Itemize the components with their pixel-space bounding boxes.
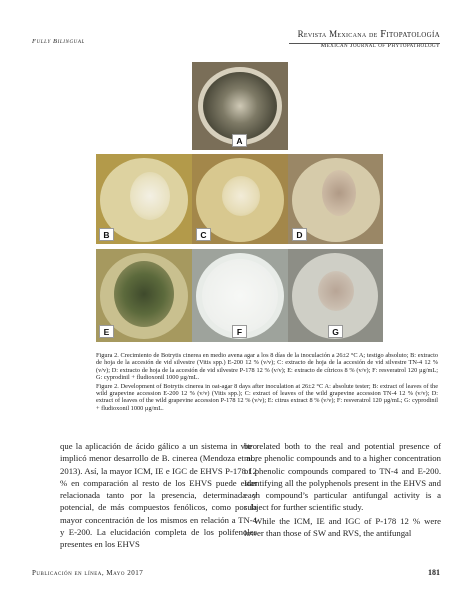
panel-e-photo [96,249,192,342]
fungal-growth [203,72,277,140]
header-rule [289,43,440,44]
figure-2 [96,62,383,342]
journal-title-en: Mexican Journal of Phytopathology [320,42,440,49]
fungal-growth [322,170,356,216]
footer-publication-date: Publicación en línea, Mayo 2017 [32,569,144,577]
panel-f-photo [192,249,288,342]
body-paragraph: be related both to the real and potential presence of more phenolic compounds and to a higher concentration of phenolic compounds compared to TN-4 and E-200. Identifying all the polyphenols present in the EHVS and each compound’s particular antifungal activity is a subject for further scientific study. [244,441,441,513]
panel-g-photo [288,249,383,342]
panel-b-photo [96,154,192,244]
journal-title-es [298,29,440,40]
figure-caption [96,352,438,413]
panel-label: E [99,325,114,338]
panel-label: F [232,325,247,338]
panel-label: A [232,134,247,147]
body-paragraph: While the ICM, IE and IGC of P-178 12 % were lower than those of SW and RVS, the antifungal [244,515,441,539]
fungal-growth [222,176,260,216]
page-number: 181 [428,568,440,577]
panel-label: B [99,228,114,241]
panel-label: C [196,228,211,241]
caption-es: Figura 2. Crecimiento de Botrytis cinerea en medio avena agar a los 8 días de la inoculación a 26±2 °C A; testigo absoluto; B: extracto de hoja de la accesión de vid silvestre (Vitis spp.) E-200 12 % (v/v); C: extracto de hoja de la accesión de vid silvestre TN-4 12 % (v/v); D: extracto de hoja de la accesión de vid silvestre P-178 12 % (v/v); E: extracto de cítricos 8 % (v/v); F: resveratrol 120 µg/mL; G: cyprodinil + fludioxonil 1000 µg/mL. [96,352,438,382]
running-header-left: Fully Bilingual [32,38,85,45]
caption-en: Figure 2. Development of Botrytis cinerea in oat-agar 8 days after inoculation at 26±2 °C A: absolute tester; B: extract of leaves of the wild grapevine accession E-200 12 % (v/v) (Vitis spp.); C: extract of leaves of the wild grapevine accession TN-4 12 % (v/v); D: extract of leaves of the wild grapevine accession P-178 12 % (v/v); E: citrus extract 8 % (v/v); F: resveratrol 120 µg/mL; G: cyprodinil + fludioxonil 1000 µg/mL. [96,382,438,412]
fungal-growth [130,172,170,220]
journal-title-es-prefix: Revista Mexicana de [297,29,378,39]
body-column-right [244,440,441,539]
journal-title-es-main: Fitopatología [380,29,440,40]
body-column-left: que la aplicación de ácido gálico a un sistema in vitro implicó menor desarrollo de B. cinerea (Mendoza et al., 2013). Así, la mayor ICM, IE e IGC de EHVS P-178 12 % en comparación al resto de los EHVS puede estar relacionada tanto por la presencia, determinada y potencial, de más compuestos fenólicos, como por la mayor concentración de los mismos en relación a TN-4 y E-200. La elucidación completa de los polifenoles presentes en los EHVS [60,441,257,550]
panel-label: D [292,228,307,241]
fungal-growth [318,271,354,311]
panel-label: G [328,325,343,338]
fungal-growth [114,261,174,327]
running-header-right [298,29,440,49]
fungal-growth [202,259,278,333]
panel-c-photo [192,154,288,244]
panel-a-photo [192,62,288,150]
panel-d-photo [288,154,383,244]
